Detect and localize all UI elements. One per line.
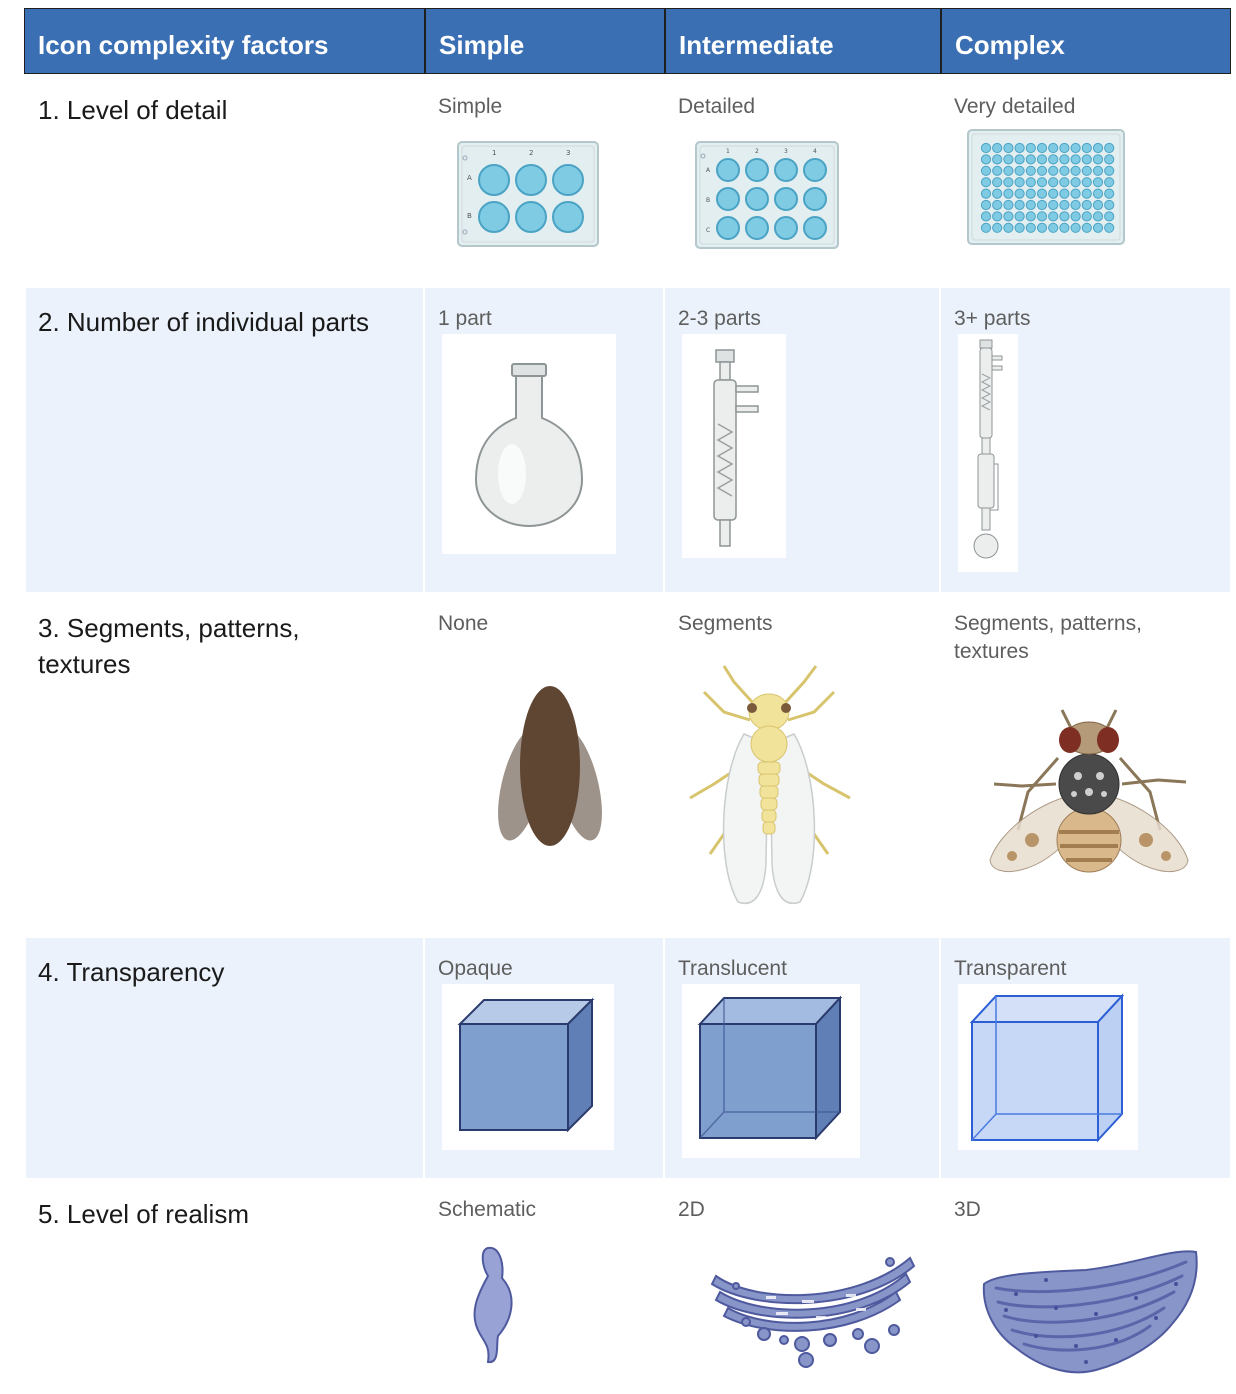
plate-col-label: 3 bbox=[784, 148, 788, 155]
factor-label: 2. Number of individual parts bbox=[38, 307, 369, 337]
intermediate-label: Segments bbox=[678, 612, 773, 635]
golgi-2d-icon bbox=[706, 1246, 922, 1376]
simple-label: Opaque bbox=[438, 957, 513, 980]
well bbox=[1037, 143, 1046, 152]
well bbox=[981, 189, 990, 198]
well bbox=[1071, 143, 1080, 152]
well bbox=[1105, 212, 1114, 221]
simple-label: None bbox=[438, 612, 489, 635]
plate-row-label: B bbox=[706, 197, 711, 204]
condenser-icon bbox=[682, 334, 786, 558]
column-divider bbox=[663, 938, 665, 1178]
well-plate-12-icon bbox=[694, 140, 840, 252]
column-divider bbox=[663, 288, 665, 592]
well bbox=[1004, 155, 1013, 164]
factor-label: 1. Level of detail bbox=[38, 95, 228, 125]
well bbox=[993, 155, 1002, 164]
well bbox=[1037, 223, 1046, 232]
well bbox=[1004, 200, 1013, 209]
well bbox=[1015, 189, 1024, 198]
well bbox=[1060, 166, 1069, 175]
well bbox=[1093, 200, 1102, 209]
translucent-cube-icon bbox=[682, 984, 860, 1158]
well bbox=[1026, 212, 1035, 221]
round-flask-icon bbox=[442, 334, 616, 554]
intermediate-label: Detailed bbox=[678, 95, 756, 118]
table-header bbox=[24, 8, 1231, 74]
well bbox=[981, 166, 990, 175]
well bbox=[993, 223, 1002, 232]
well bbox=[993, 143, 1002, 152]
well bbox=[1015, 200, 1024, 209]
well bbox=[981, 212, 990, 221]
well bbox=[1060, 178, 1069, 187]
well bbox=[1060, 212, 1069, 221]
well bbox=[1082, 166, 1091, 175]
well bbox=[1105, 189, 1114, 198]
well bbox=[1105, 223, 1114, 232]
well bbox=[1082, 200, 1091, 209]
plate-col-label: 1 bbox=[726, 148, 730, 155]
well bbox=[1093, 143, 1102, 152]
well bbox=[1026, 223, 1035, 232]
table-row bbox=[26, 592, 1230, 938]
simple-label: Simple bbox=[438, 95, 503, 118]
well bbox=[1093, 223, 1102, 232]
well bbox=[1026, 178, 1035, 187]
well bbox=[1026, 189, 1035, 198]
plate-col-label: 1 bbox=[492, 149, 497, 157]
complex-label: Very detailed bbox=[954, 95, 1076, 118]
golgi-3d-icon bbox=[976, 1244, 1202, 1378]
well bbox=[1060, 189, 1069, 198]
column-divider bbox=[939, 288, 941, 592]
column-divider bbox=[939, 938, 941, 1178]
well bbox=[1015, 143, 1024, 152]
well bbox=[1093, 155, 1102, 164]
well bbox=[1037, 189, 1046, 198]
well bbox=[1060, 200, 1069, 209]
factor-label: 3. Segments, patterns, textures bbox=[38, 613, 300, 679]
well bbox=[1093, 212, 1102, 221]
well bbox=[1071, 189, 1080, 198]
well bbox=[1093, 166, 1102, 175]
well bbox=[1071, 223, 1080, 232]
well bbox=[981, 155, 990, 164]
well bbox=[1015, 223, 1024, 232]
well bbox=[1049, 189, 1058, 198]
plate-row-label: A bbox=[706, 167, 711, 174]
well bbox=[1082, 178, 1091, 187]
well bbox=[1015, 212, 1024, 221]
well bbox=[1082, 189, 1091, 198]
simple-label: Schematic bbox=[438, 1198, 537, 1221]
header-intermediate: Intermediate bbox=[679, 30, 834, 60]
well bbox=[1105, 178, 1114, 187]
well bbox=[981, 223, 990, 232]
plate-row-label: A bbox=[467, 174, 472, 182]
well bbox=[1105, 155, 1114, 164]
well bbox=[1037, 200, 1046, 209]
simple-label: 1 part bbox=[438, 307, 492, 330]
intermediate-label: 2D bbox=[678, 1198, 705, 1221]
plate-col-label: 2 bbox=[755, 148, 759, 155]
well bbox=[1082, 155, 1091, 164]
whitefly-icon bbox=[684, 664, 854, 908]
factor-label: 5. Level of realism bbox=[38, 1199, 249, 1229]
well bbox=[1049, 200, 1058, 209]
well bbox=[1037, 166, 1046, 175]
well bbox=[1071, 178, 1080, 187]
well bbox=[1049, 143, 1058, 152]
plate-col-label: 3 bbox=[566, 149, 571, 157]
intermediate-label: Translucent bbox=[678, 957, 787, 980]
complex-label: Transparent bbox=[954, 957, 1067, 980]
well bbox=[1004, 189, 1013, 198]
well bbox=[1060, 143, 1069, 152]
column-divider bbox=[423, 938, 425, 1178]
well bbox=[993, 212, 1002, 221]
plate-row-label: C bbox=[706, 227, 711, 234]
well bbox=[1026, 155, 1035, 164]
header-complex: Complex bbox=[955, 30, 1065, 60]
well bbox=[1004, 143, 1013, 152]
well bbox=[1060, 155, 1069, 164]
well bbox=[993, 200, 1002, 209]
well bbox=[1093, 189, 1102, 198]
well-plate-6-icon bbox=[456, 140, 600, 250]
well-plate-96-icon bbox=[966, 128, 1126, 248]
well bbox=[1026, 143, 1035, 152]
well bbox=[981, 178, 990, 187]
well bbox=[1060, 223, 1069, 232]
well bbox=[1082, 223, 1091, 232]
well bbox=[1049, 166, 1058, 175]
complex-label: 3+ parts bbox=[954, 307, 1031, 330]
transparent-cube-icon bbox=[958, 984, 1138, 1150]
well bbox=[1105, 143, 1114, 152]
well bbox=[1037, 178, 1046, 187]
complex-label: 3D bbox=[954, 1198, 981, 1221]
column-divider bbox=[423, 288, 425, 592]
well bbox=[1004, 166, 1013, 175]
well bbox=[1004, 212, 1013, 221]
header-factors: Icon complexity factors bbox=[38, 30, 329, 60]
well bbox=[1049, 155, 1058, 164]
well bbox=[993, 166, 1002, 175]
well bbox=[1071, 200, 1080, 209]
table-row bbox=[26, 938, 1230, 1178]
well bbox=[981, 143, 990, 152]
well bbox=[1082, 212, 1091, 221]
table-row bbox=[26, 74, 1230, 288]
header-simple: Simple bbox=[439, 30, 525, 60]
well bbox=[1015, 178, 1024, 187]
well bbox=[1037, 155, 1046, 164]
plate-col-label: 4 bbox=[813, 148, 817, 155]
well bbox=[993, 189, 1002, 198]
well bbox=[1049, 212, 1058, 221]
well bbox=[981, 200, 990, 209]
plate-row-label: B bbox=[467, 212, 472, 220]
golgi-schematic-icon bbox=[470, 1244, 520, 1364]
well bbox=[1071, 155, 1080, 164]
well bbox=[1004, 223, 1013, 232]
well bbox=[1015, 155, 1024, 164]
factor-label: 4. Transparency bbox=[38, 957, 225, 987]
well bbox=[993, 178, 1002, 187]
simple-fly-icon bbox=[494, 684, 606, 850]
well bbox=[1071, 166, 1080, 175]
well bbox=[1015, 166, 1024, 175]
fruit-fly-icon bbox=[982, 700, 1196, 896]
plate-col-label: 2 bbox=[529, 149, 534, 157]
well bbox=[1049, 178, 1058, 187]
well bbox=[1049, 223, 1058, 232]
well bbox=[1071, 212, 1080, 221]
complex-label: Segments, patterns, textures bbox=[954, 612, 1142, 663]
well bbox=[1026, 200, 1035, 209]
well bbox=[1093, 178, 1102, 187]
well bbox=[1004, 178, 1013, 187]
well bbox=[1082, 143, 1091, 152]
soxhlet-apparatus-icon bbox=[958, 334, 1018, 572]
well bbox=[1105, 166, 1114, 175]
well bbox=[1026, 166, 1035, 175]
well bbox=[1105, 200, 1114, 209]
intermediate-label: 2-3 parts bbox=[678, 307, 761, 330]
table-row bbox=[26, 288, 1230, 592]
well bbox=[1037, 212, 1046, 221]
opaque-cube-icon bbox=[442, 984, 614, 1150]
table-row bbox=[26, 1178, 1230, 1394]
